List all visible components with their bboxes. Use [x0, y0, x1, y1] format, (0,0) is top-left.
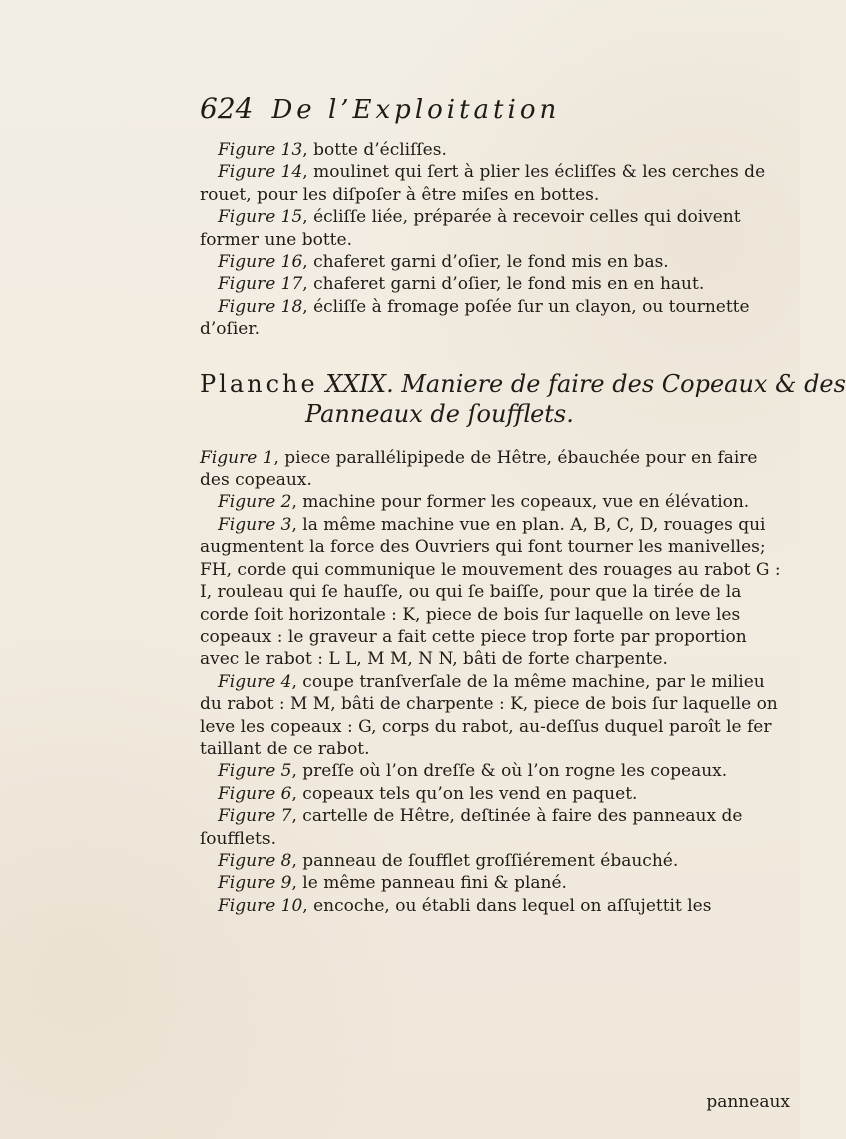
figure-label: Figure 16 — [218, 252, 303, 273]
page-number: 624 — [200, 92, 254, 125]
figure-text: , chaferet garni d’oſier, le fond mis en en haut. — [302, 274, 705, 295]
figure-label: Figure 9 — [218, 873, 292, 894]
figure-text: , cartelle de Hêtre, deſtinée à faire des panneaux de ſoufflets. — [200, 806, 743, 849]
figure-entry — [200, 491, 790, 513]
figure-text: , la même machine vue en plan. A, B, C, D, rouages qui augmentent la force des Ouvriers qui font tourner les manivelles; FH, corde qui communique le mouvement des rouages au rabot G : I, rouleau qui ſe hauſſe, ou qui ſe baiſſe, pour que la tirée de la corde ſoit horizontale : K, piece de bois ſur laquelle on leve les copeaux : le graveur a fait cette piece trop forte par proportion avec le rabot : L L, M M, N N, bâti de forte charpente. — [200, 514, 781, 670]
figure-entry — [200, 206, 790, 251]
figure-label: Figure 14 — [218, 162, 303, 183]
figure-text: , machine pour former les copeaux, vue en élévation. — [291, 492, 750, 513]
figure-list-continued — [200, 139, 790, 341]
figure-entry — [200, 783, 790, 805]
figure-label: Figure 4 — [218, 671, 292, 692]
running-head-title: De l’Exploitation — [271, 95, 561, 125]
figure-entry — [200, 895, 790, 917]
figure-entry — [200, 296, 790, 341]
plate-title-line-2: Panneaux de ſoufflets. — [305, 399, 574, 428]
running-head — [200, 92, 790, 125]
figure-entry — [200, 514, 790, 671]
plate-numeral: XXIX. — [325, 369, 394, 398]
figure-label: Figure 13 — [218, 140, 303, 160]
figure-text: , preſſe où l’on dreſſe & où l’on rogne les copeaux. — [291, 761, 728, 782]
figure-entry — [200, 139, 790, 161]
figure-entry — [200, 671, 790, 761]
figure-text: , le même panneau fini & plané. — [291, 873, 567, 894]
figure-label: Figure 10 — [218, 895, 303, 916]
figure-text: , moulinet qui ſert à plier les écliſſes & les cerches de rouet, pour les diſpoſer à être miſes en bottes. — [200, 162, 766, 205]
figure-entry — [200, 760, 790, 782]
figure-entry — [200, 805, 790, 850]
figure-text: , encoche, ou établi dans lequel on aſſujettit les — [302, 895, 712, 916]
figure-text: , copeaux tels qu’on les vend en paquet. — [291, 783, 638, 804]
figure-text: , botte d’écliſſes. — [302, 140, 447, 160]
figure-text: , écliſſe liée, préparée à recevoir celles qui doivent former une botte. — [200, 207, 741, 250]
figure-entry — [200, 273, 790, 295]
figure-label: Figure 17 — [218, 274, 303, 295]
figure-text: , piece parallélipipede de Hêtre, ébauchée pour en faire des copeaux. — [200, 447, 758, 491]
figure-label: Figure 8 — [218, 850, 292, 871]
figure-text: , panneau de ſoufflet groſſiérement ébauché. — [291, 850, 679, 871]
figure-label: Figure 15 — [218, 207, 303, 228]
plate-prefix: Planche — [200, 369, 318, 398]
figure-text: , chaferet garni d’oſier, le fond mis en bas. — [302, 252, 669, 273]
page-content — [200, 92, 846, 1112]
figure-label: Figure 6 — [218, 783, 292, 804]
figure-entry — [200, 447, 790, 492]
figure-label: Figure 7 — [218, 806, 292, 827]
figure-entry — [200, 872, 790, 894]
catchword: panneaux — [706, 1092, 790, 1112]
figure-label: Figure 18 — [218, 296, 303, 317]
figure-label: Figure 1 — [200, 447, 274, 468]
plate-title-line-1: Maniere de faire des Copeaux & des — [401, 369, 846, 398]
plate-heading — [200, 369, 846, 429]
figure-text: , coupe tranſverſale de la même machine, par le milieu du rabot : M M, bâti de charpente : K, piece de bois ſur laquelle on leve les copeaux : G, corps du rabot, au-deſſus duquel paroît le fer taillant de ce rabot. — [200, 671, 778, 759]
figure-text: , écliſſe à fromage poſée ſur un clayon, ou tournette d’oſier. — [200, 296, 750, 340]
figure-entry — [200, 850, 790, 872]
figure-label: Figure 3 — [218, 514, 292, 535]
figure-label: Figure 5 — [218, 761, 292, 782]
figure-label: Figure 2 — [218, 492, 292, 513]
figure-entry — [200, 251, 790, 273]
plate-figure-list — [200, 447, 790, 918]
figure-entry — [200, 161, 790, 206]
